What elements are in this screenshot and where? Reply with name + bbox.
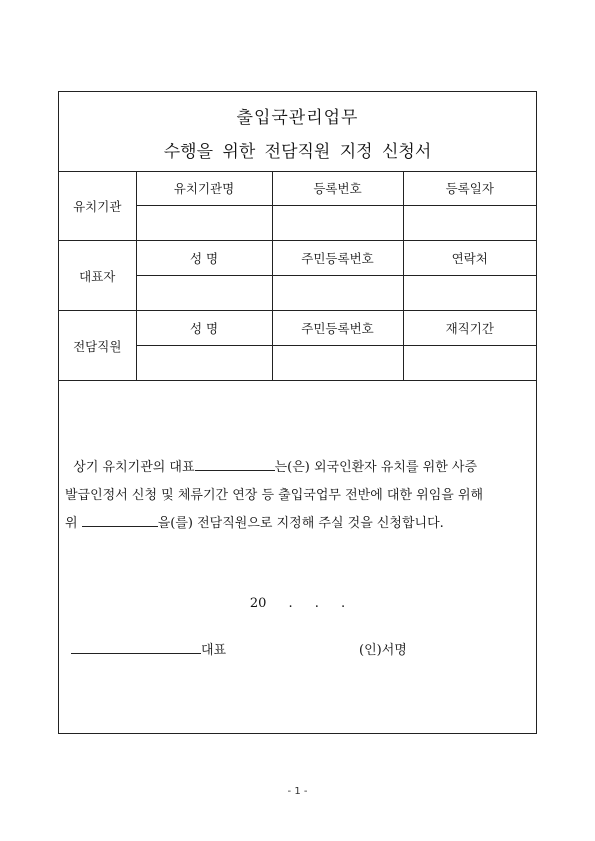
title-line-2: 수행을 위한 전담직원 지정 신청서 xyxy=(163,142,432,162)
input-cell-staff-tenure[interactable] xyxy=(403,346,536,381)
date-line[interactable]: 20 . . . xyxy=(249,596,346,611)
statement-line-3 xyxy=(65,510,530,538)
column-header: 연락처 xyxy=(403,241,536,276)
section-label: 대표자 xyxy=(59,241,136,311)
seal-signature-label: (인)서명 xyxy=(359,643,407,658)
section-label: 전담직원 xyxy=(59,311,136,381)
statement-text: 을(를) 전담직원으로 지정해 주실 것을 신청합니다. xyxy=(157,516,444,531)
input-cell-rep-contact[interactable] xyxy=(403,276,536,311)
section-header-row xyxy=(59,241,536,276)
application-statement xyxy=(65,454,530,538)
column-header: 주민등록번호 xyxy=(272,311,403,346)
column-header: 성 명 xyxy=(136,241,272,276)
input-cell-registration-date[interactable] xyxy=(403,206,536,241)
section-label: 유치기관 xyxy=(59,171,136,241)
column-header: 성 명 xyxy=(136,311,272,346)
statement-text: 위 xyxy=(65,516,82,531)
input-cell-registration-number[interactable] xyxy=(272,206,403,241)
statement-line-1 xyxy=(65,454,530,482)
application-form xyxy=(58,91,537,734)
input-cell-staff-name[interactable] xyxy=(136,346,272,381)
section-header-row xyxy=(59,171,536,206)
column-header: 주민등록번호 xyxy=(272,241,403,276)
rep-label: 대표 xyxy=(201,643,227,658)
info-table xyxy=(59,171,536,381)
rep-signature-blank[interactable] xyxy=(71,639,201,654)
input-cell-rep-resident-number[interactable] xyxy=(272,276,403,311)
column-header: 등록번호 xyxy=(272,171,403,206)
form-title xyxy=(59,92,536,172)
page-number: - 1 - xyxy=(287,786,308,797)
column-header: 재직기간 xyxy=(403,311,536,346)
column-header: 유치기관명 xyxy=(136,171,272,206)
column-header: 등록일자 xyxy=(403,171,536,206)
statement-text: 는(은) 외국인환자 유치를 위한 사증 xyxy=(274,460,478,475)
statement-text: 상기 유치기관의 대표 xyxy=(73,460,195,475)
title-line-1: 출입국관리업무 xyxy=(236,108,359,128)
input-cell-rep-name[interactable] xyxy=(136,276,272,311)
input-cell-staff-resident-number[interactable] xyxy=(272,346,403,381)
rep-name-blank[interactable] xyxy=(195,456,275,471)
statement-line-2: 발급인정서 신청 및 체류기간 연장 등 출입국업무 전반에 대한 위임을 위해 xyxy=(65,488,484,503)
section-header-row xyxy=(59,311,536,346)
input-cell-institution-name[interactable] xyxy=(136,206,272,241)
representative-signature-line xyxy=(71,639,226,658)
staff-name-blank[interactable] xyxy=(82,512,158,527)
